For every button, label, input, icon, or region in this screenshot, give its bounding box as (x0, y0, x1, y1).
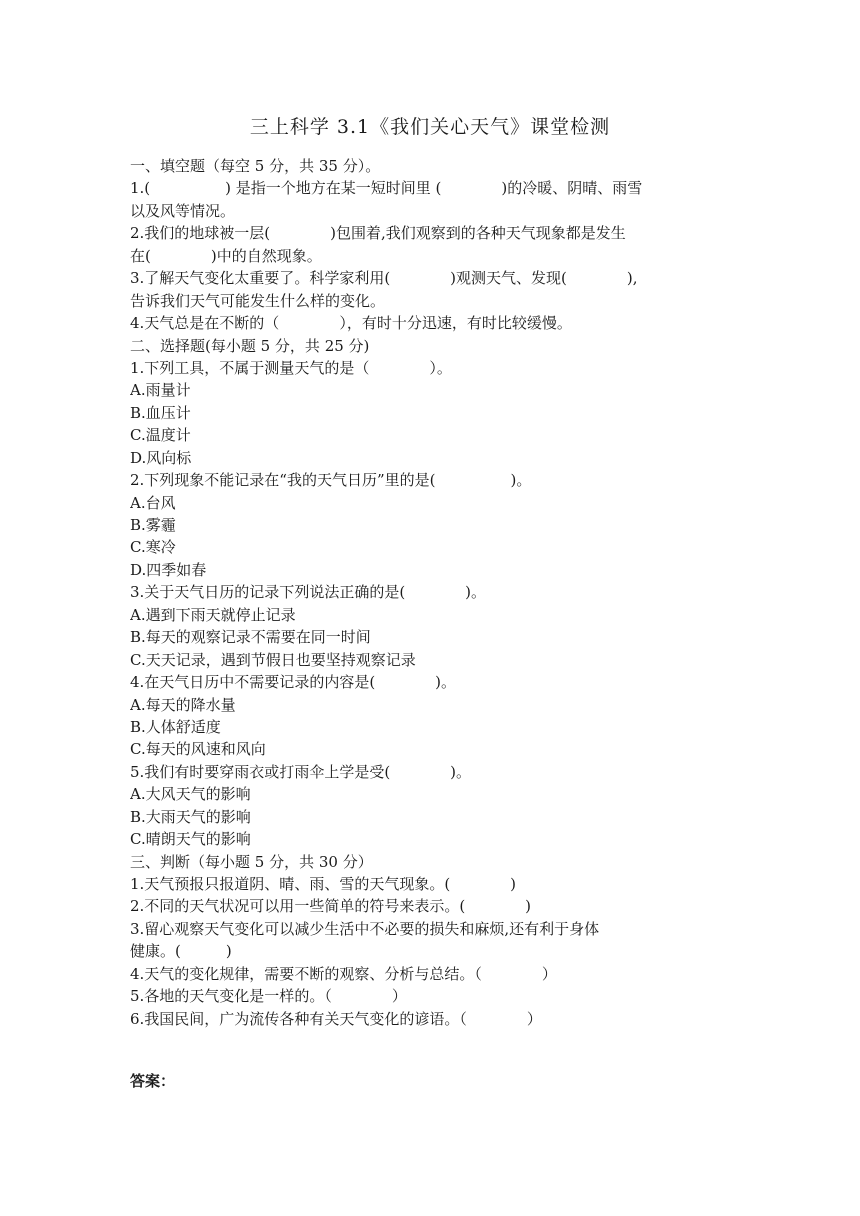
text-line: 6.我国民间，广为流传各种有关天气变化的谚语。（ ） (130, 1009, 542, 1028)
text-line: C.天天记录，遇到节假日也要坚持观察记录 (130, 650, 416, 669)
text-line: 1.( ) 是指一个地方在某一短时间里 ( )的冷暖、阴晴、雨雪 (130, 179, 643, 198)
text-line: 1.下列工具，不属于测量天气的是（ ）。 (130, 358, 452, 377)
text-line: 3.了解天气变化太重要了。科学家利用( )观测天气、发现( ), (130, 269, 638, 288)
text-line: D.风向标 (130, 448, 192, 467)
text-line: 告诉我们天气可能发生什么样的变化。 (130, 291, 386, 310)
text-line: 2.下列现象不能记录在“我的天气日历”里的是( )。 (130, 471, 532, 490)
text-line: 以及风等情况。 (130, 201, 236, 220)
text-line: B.雾霾 (130, 516, 176, 534)
answer-label: 答案： (130, 1072, 176, 1090)
text-line: B.大雨天气的影响 (130, 807, 251, 826)
text-line: 在( )中的自然现象。 (130, 246, 322, 265)
document-title: 三上科学 3.1《我们关心天气》课堂检测 (249, 116, 611, 138)
text-line: A.大风天气的影响 (130, 785, 251, 804)
text-line: A.每天的降水量 (130, 695, 236, 714)
text-line: 3.留心观察天气变化可以减少生活中不必要的损失和麻烦,还有利于身体 (130, 919, 600, 938)
text-line: 三、判断（每小题 5 分，共 30 分） (130, 852, 373, 871)
text-line: B.每天的观察记录不需要在同一时间 (130, 628, 371, 647)
text-line: 5.我们有时要穿雨衣或打雨伞上学是受( )。 (130, 762, 472, 781)
question-list (130, 155, 730, 1030)
text-line: 4.天气总是在不断的（ ），有时十分迅速，有时比较缓慢。 (130, 314, 572, 333)
text-line: A.雨量计 (130, 381, 191, 400)
text-line: 健康。( ) (130, 942, 232, 961)
text-line: 2.我们的地球被一层( )包围着,我们观察到的各种天气现象都是发生 (130, 224, 626, 243)
text-line: C.晴朗天气的影响 (130, 830, 251, 849)
text-line: C.温度计 (130, 426, 191, 445)
text-line: 4.在天气日历中不需要记录的内容是( )。 (130, 673, 457, 692)
text-line: 4.天气的变化规律，需要不断的观察、分析与总结。（ ） (130, 964, 557, 983)
text-line: 1.天气预报只报道阴、晴、雨、雪的天气现象。( ) (130, 875, 517, 893)
text-line: 一、填空题（每空 5 分，共 35 分）。 (130, 157, 381, 175)
text-line: C.寒冷 (130, 538, 176, 557)
text-line: 3.关于天气日历的记录下列说法正确的是( )。 (130, 583, 487, 602)
text-line: D.四季如春 (130, 560, 207, 579)
text-line: 5.各地的天气变化是一样的。（ ） (130, 987, 407, 1006)
text-line: A.台风 (130, 493, 176, 512)
text-line: A.遇到下雨天就停止记录 (130, 605, 296, 624)
text-line: B.血压计 (130, 403, 191, 422)
text-line: C.每天的风速和风向 (130, 740, 266, 759)
text-line: B.人体舒适度 (130, 717, 221, 736)
text-line: 2.不同的天气状况可以用一些简单的符号来表示。( ) (130, 897, 532, 916)
text-line: 二、选择题(每小题 5 分，共 25 分) (130, 336, 370, 355)
